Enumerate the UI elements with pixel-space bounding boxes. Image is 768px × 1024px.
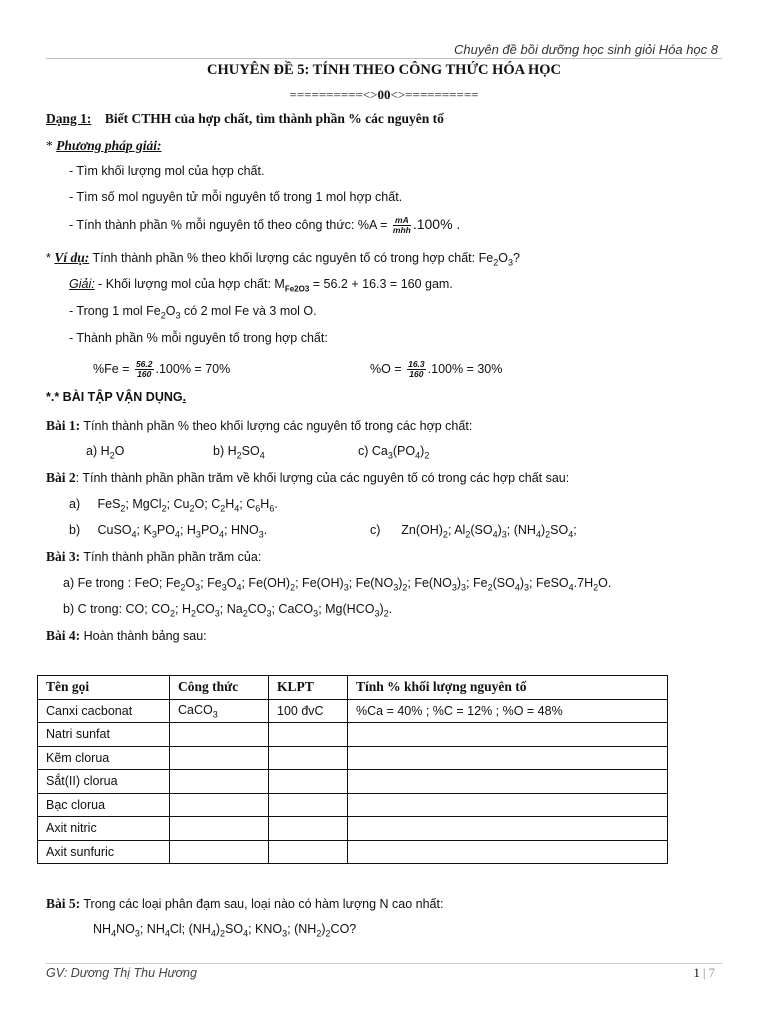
molar-mass-value: = 56.2 + 16.3 = 160 gam.	[309, 277, 453, 291]
table-row	[38, 699, 668, 723]
practice-heading-text: *.* BÀI TẬP VẬN DỤNG	[46, 390, 183, 404]
method-step-2: - Tìm số mol nguyên tử mỗi nguyên tố trong 1 mol hợp chất.	[69, 190, 403, 204]
bai2	[46, 470, 569, 486]
cell-formula	[170, 793, 269, 817]
bai3-text: Tính thành phần phần trăm của:	[80, 550, 262, 564]
bai1-c-end: )	[420, 444, 425, 458]
cell-mass	[269, 723, 348, 747]
sub: 3	[175, 310, 181, 321]
method-label: Phương pháp giải:	[56, 138, 162, 153]
bai3-b: b) C trong: CO; $CO_2$; $H_2CO_3$; $Na_2CO_3$; CaCO$_3$; $Mg(HCO_3)_2$.	[63, 602, 393, 619]
cell-percent	[348, 840, 668, 864]
cell-name: Natri sunfat	[38, 723, 170, 747]
composition-table	[37, 675, 668, 864]
cell-mass	[269, 770, 348, 794]
method-heading: * Phương pháp giải:	[46, 138, 162, 153]
cell-percent: %Ca = 40% ; %C = 12% ; %O = 48%	[348, 699, 668, 723]
col-header-mass: KLPT	[269, 676, 348, 700]
dang1-label: Dạng 1:	[46, 111, 92, 126]
formula-denominator: mhh	[392, 225, 411, 236]
cell-percent	[348, 723, 668, 747]
cell-mass: 100 đvC	[269, 699, 348, 723]
bai5-label: Bài 5:	[46, 896, 81, 911]
formula-fraction	[393, 216, 411, 235]
dang1-text: Biết CTHH của hợp chất, tìm thành phần % các nguyên tố	[104, 111, 444, 126]
bai1-c-text: c) Ca	[358, 444, 388, 458]
bai1-b: b) $H_2SO_4$	[213, 444, 265, 461]
o-fraction	[407, 360, 426, 379]
cell-formula	[170, 817, 269, 841]
cell-formula	[170, 746, 269, 770]
bai4-label: Bài 4:	[46, 628, 81, 643]
bai2-b-label: b)	[69, 523, 81, 537]
bai1-text: Tính thành phần % theo khối lượng các nguyên tố trong các hợp chất:	[80, 419, 473, 433]
sub: 2	[493, 257, 499, 268]
cell-name: Sắt(II) clorua	[38, 770, 170, 794]
table-row	[38, 746, 668, 770]
cell-formula	[170, 723, 269, 747]
divider-right: <>==========	[390, 87, 479, 102]
method-step-3-tail: .100% .	[412, 216, 461, 232]
bai1-b-text: b) H	[213, 444, 237, 458]
bai5-text: Trong các loại phân đạm sau, loại nào có hàm lượng N cao nhất:	[80, 897, 444, 911]
table-row	[38, 723, 668, 747]
bai4-text: Hoàn thành bảng sau:	[80, 629, 207, 643]
bai3	[46, 549, 261, 565]
example-question-text: Tính thành phần % theo khối lượng các nguyên tố có trong hợp chất: Fe	[89, 251, 494, 265]
table-row	[38, 770, 668, 794]
example-label: Ví dụ:	[54, 250, 90, 265]
line2b: có 2 mol Fe và 3 mol O.	[180, 304, 317, 318]
bai2-b: b) CuSO$_4$; $K_3PO_4$; $H_3PO_4$; $HNO_3$.	[69, 523, 268, 540]
title-divider	[0, 87, 768, 103]
cell-percent	[348, 770, 668, 794]
sub: 2	[160, 310, 166, 321]
cell-mass	[269, 840, 348, 864]
bai3-label: Bài 3:	[46, 549, 81, 564]
bai1-b-mid: SO	[241, 444, 260, 458]
cell-name: Kẽm clorua	[38, 746, 170, 770]
o-rhs: .100% = 30%	[427, 361, 503, 376]
o-percent	[370, 360, 502, 379]
bai2-a: a) FeS$_2$; MgCl$_2$; $Cu_2O$; $C_2H_4$; $C_6H_6$.	[69, 497, 278, 514]
bai1	[46, 418, 472, 434]
cell-formula: CaCO$_3$	[170, 699, 269, 723]
bai2-text: : Tính thành phần phần trăm về khối lượng của các nguyên tố có trong các hợp chất sau:	[75, 471, 570, 485]
cell-name: Axit nitric	[38, 817, 170, 841]
page-separator: |	[702, 965, 706, 980]
line2a: - Trong 1 mol Fe	[69, 304, 161, 318]
fe-rhs: .100% = 70%	[155, 361, 231, 376]
bai1-c-mid: (PO	[392, 444, 416, 458]
example-end: ?	[512, 251, 520, 265]
bai4	[46, 628, 207, 644]
bai1-label: Bài 1:	[46, 418, 81, 433]
fe-num: 56.2	[135, 359, 153, 369]
bai3-a-pre: a) Fe trong :	[63, 576, 135, 590]
bai1-c: c) $Ca_3(PO_4)_2$	[358, 444, 430, 461]
bai3-b-pre: b) C trong:	[63, 602, 126, 616]
fe-den: 160	[137, 369, 152, 379]
table-row	[38, 840, 668, 864]
cell-percent	[348, 817, 668, 841]
cell-mass	[269, 746, 348, 770]
method-step-3	[69, 216, 460, 235]
table-row	[38, 793, 668, 817]
table-header-row	[38, 676, 668, 700]
practice-heading	[46, 390, 186, 404]
bai1-a: a) $H_2O$	[86, 444, 125, 461]
bai2-label: Bài 2	[46, 470, 76, 485]
example-solution-3: - Thành phần % mỗi nguyên tố trong hợp chất:	[69, 331, 328, 345]
cell-percent	[348, 746, 668, 770]
giai-label: Giải:	[69, 277, 95, 291]
cell-formula	[170, 840, 269, 864]
molar-mass-sub: Fe2O3	[284, 284, 310, 294]
bai1-a-end: O	[114, 444, 125, 458]
running-header: Chuyên đề bồi dưỡng học sinh giỏi Hóa học 8	[454, 42, 718, 57]
cell-percent	[348, 793, 668, 817]
bai2-c: c) $Zn(OH)_2$; $Al_2(SO_4)_3$; $(NH_4)_2SO_4$;	[370, 523, 577, 540]
cell-mass	[269, 817, 348, 841]
formula-numerator: mA	[393, 216, 411, 226]
fe-lhs: %Fe =	[93, 361, 133, 376]
cell-mass	[269, 793, 348, 817]
practice-trail: .	[182, 390, 187, 404]
page-current: 1	[693, 965, 700, 980]
page-number	[693, 965, 715, 981]
col-header-formula: Công thức	[170, 676, 269, 700]
example-solution-2	[69, 304, 317, 321]
bai3-a: a) Fe trong : FeO; $Fe_2O_3$; $Fe_3O_4$; $Fe(OH)_2$; $Fe(OH)_3$; $Fe(NO_3)_2$; $Fe(NO_3)_3$; $Fe_2(SO_4)_3$; $FeSO_4.7H_2O$.	[63, 576, 612, 593]
page-title: CHUYÊN ĐỀ 5: TÍNH THEO CÔNG THỨC HÓA HỌC	[207, 62, 561, 78]
o-den: 160	[409, 369, 424, 379]
cell-name: Bạc clorua	[38, 793, 170, 817]
divider-left: ==========<>	[289, 87, 378, 102]
fe-fraction	[135, 360, 154, 379]
bai2-a-label: a)	[69, 497, 81, 511]
fe-percent	[93, 360, 230, 379]
sub: 3	[507, 257, 513, 268]
divider-mid: 00	[377, 87, 391, 102]
example-o: O	[498, 251, 508, 265]
header-rule	[46, 58, 722, 59]
o-num: 16.3	[408, 359, 425, 369]
example-solution-1	[69, 277, 453, 294]
table-row	[38, 817, 668, 841]
col-header-name: Tên gọi	[38, 676, 170, 700]
dang1-heading	[46, 111, 444, 127]
giai-text: - Khối lượng mol của hợp chất: M	[94, 277, 285, 291]
bai2-c-label: c)	[370, 523, 381, 537]
bai5	[46, 896, 443, 912]
col-header-percent: Tính % khối lượng nguyên tố	[348, 676, 668, 700]
method-step-1: - Tìm khối lượng mol của hợp chất.	[69, 164, 265, 178]
example-o: O	[165, 304, 176, 318]
o-lhs: %O =	[370, 361, 406, 376]
example-question: * Ví dụ: Tính thành phần % theo khối lượng các nguyên tố có trong hợp chất: $Fe_2O_3$?	[46, 250, 520, 268]
footer-teacher: GV: Dương Thị Thu Hương	[46, 966, 197, 980]
bai1-a-text: a) H	[86, 444, 110, 458]
cell-name: Axit sunfuric	[38, 840, 170, 864]
method-step-3-text: - Tính thành phần % mỗi nguyên tố theo công thức: %A =	[69, 218, 391, 232]
cell-formula	[170, 770, 269, 794]
cell-name: Canxi cacbonat	[38, 699, 170, 723]
footer-rule	[46, 963, 722, 964]
bai5-options: $NH_4NO_3$; $NH_4Cl$; $(NH_4)_2SO_4$; $KNO_3$; $(NH_2)_2CO$?	[93, 922, 357, 939]
page-total: 7	[708, 965, 715, 980]
